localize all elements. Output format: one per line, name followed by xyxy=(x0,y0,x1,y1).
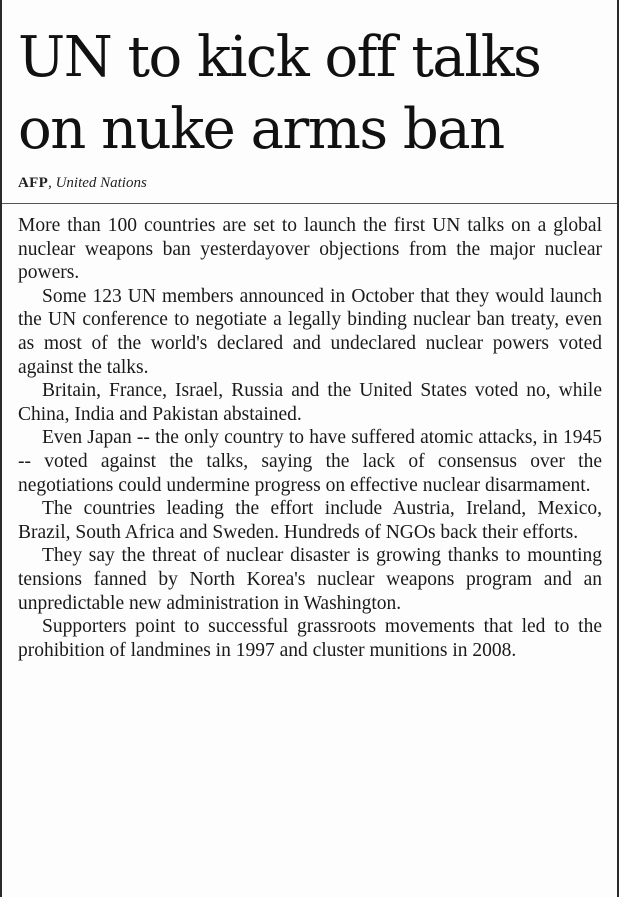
article-paragraph-6: They say the threat of nuclear disaster is growing thanks to mounting tensions fanned by North Korea's nuclear weapons program and an unpredictable new administration in Washington. xyxy=(18,545,602,614)
byline-separator: , xyxy=(48,175,56,191)
article-headline xyxy=(18,22,610,166)
byline-dateline: United Nations xyxy=(55,175,147,191)
article-byline xyxy=(18,175,147,192)
headline-line-1: UN to kick off talks xyxy=(18,25,541,90)
byline-divider xyxy=(2,203,617,204)
article-paragraph-2: Some 123 UN members announced in October that they would launch the UN conference to negotiate a legally binding nuclear ban treaty, even as most of the world's declared and undeclared nuclear powers voted against the talks. xyxy=(18,285,602,378)
clipping-left-border xyxy=(0,0,2,897)
article-paragraph-7: Supporters point to successful grassroots movements that led to the prohibition of landmines in 1997 and cluster munitions in 2008. xyxy=(18,616,602,661)
byline-agency: AFP xyxy=(18,175,49,191)
headline-line-2: on nuke arms ban xyxy=(18,97,504,162)
article-paragraph-1: More than 100 countries are set to launch the first UN talks on a global nuclear weapons ban yesterdayover objections from the major nuclear powers. xyxy=(18,215,602,284)
article-paragraph-3: Britain, France, Israel, Russia and the United States voted no, while China, India and Pakistan abstained. xyxy=(18,380,602,425)
article-paragraph-5: The countries leading the effort include Austria, Ireland, Mexico, Brazil, South Africa and Sweden. Hundreds of NGOs back their efforts. xyxy=(18,498,602,543)
article-body xyxy=(18,214,602,662)
article-paragraph-4: Even Japan -- the only country to have suffered atomic attacks, in 1945 -- voted against the talks, saying the lack of consensus over the negotiations could undermine progress on effective nuclear disarmament. xyxy=(18,427,602,496)
